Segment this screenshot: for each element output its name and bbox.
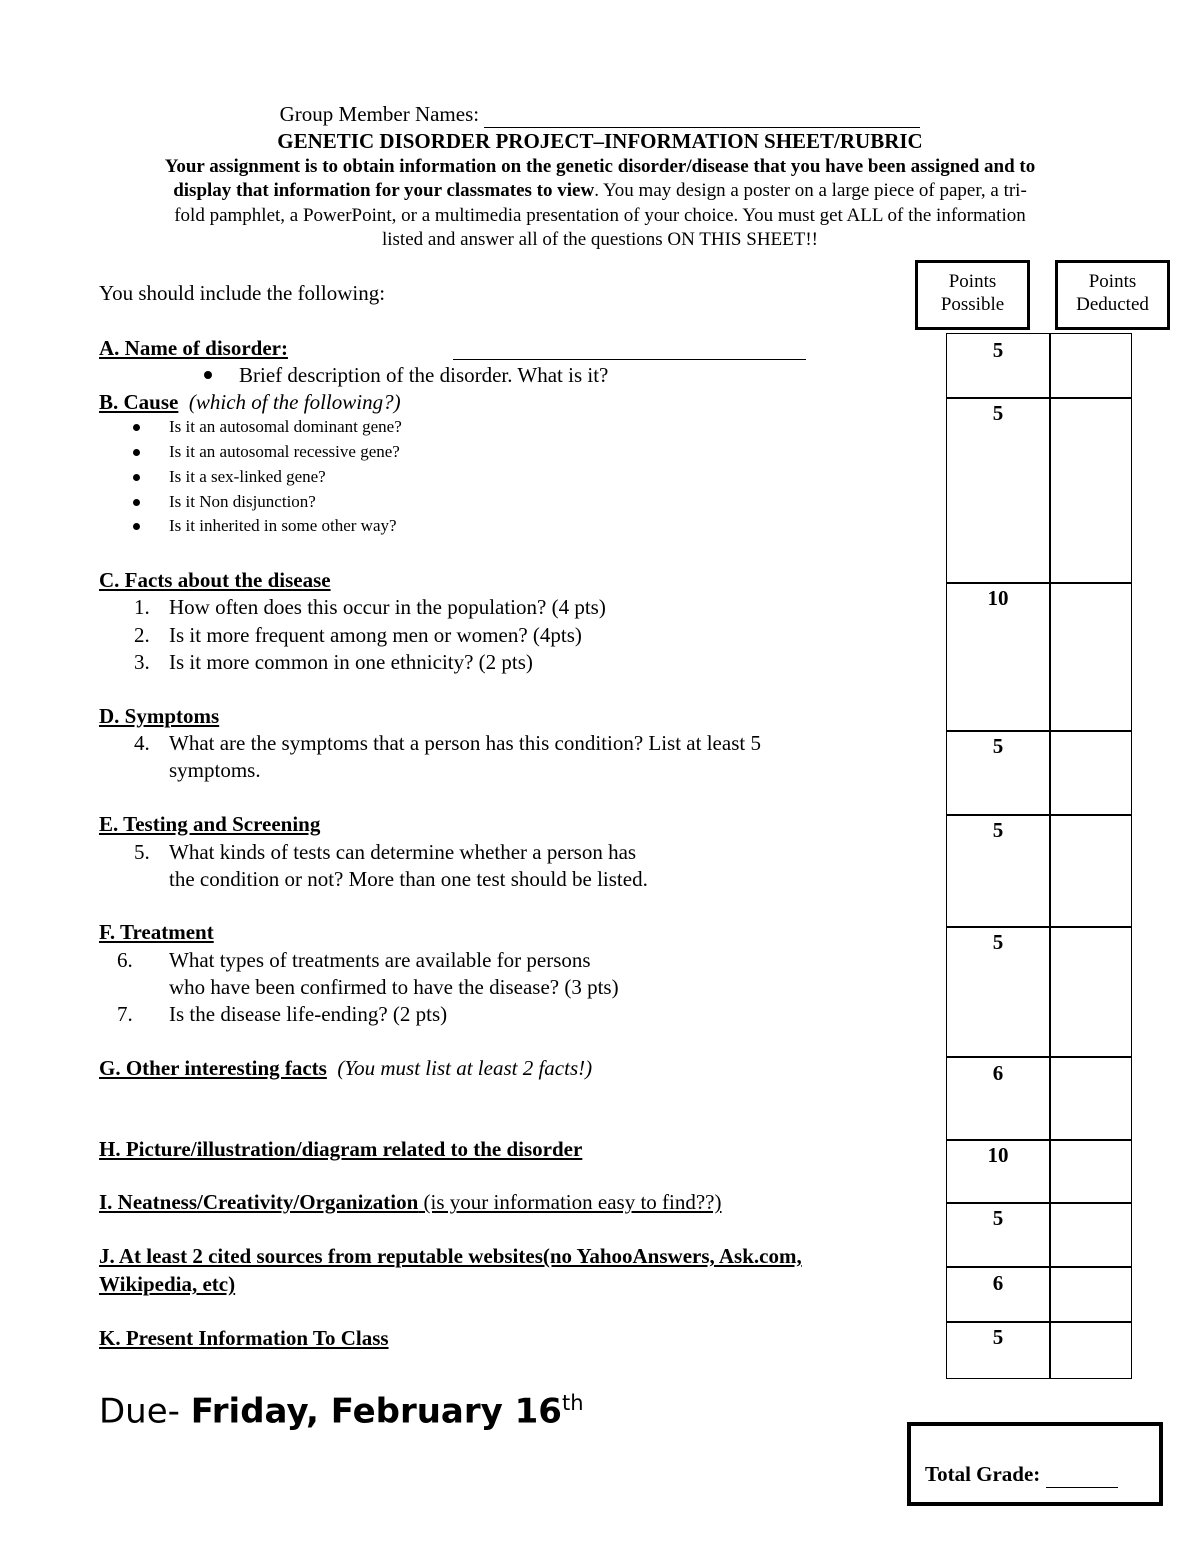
grid-row-divider <box>946 1139 1132 1141</box>
section-e-line-2: the condition or not? More than one test should be listed. <box>169 867 648 891</box>
intro-line-1: Your assignment is to obtain information on the genetic disorder/disease that you have been assigned and to <box>164 156 1036 177</box>
section-b-item-1: Is it an autosomal dominant gene? <box>169 417 402 436</box>
section-d-line-2: symptoms. <box>169 758 261 782</box>
bullet-icon <box>133 449 140 456</box>
grid-row-divider <box>946 1266 1132 1268</box>
section-a-title: A. Name of disorder: <box>99 336 288 360</box>
total-grade-field[interactable] <box>1046 1462 1118 1488</box>
points-possible-line-2: Possible <box>940 294 1005 315</box>
section-j-line-2: Wikipedia, etc) <box>99 1272 236 1296</box>
section-d-line-1: What are the symptoms that a person has this condition? List at least 5 <box>169 731 761 755</box>
bullet-icon <box>133 474 140 481</box>
grid-row-divider <box>946 397 1132 399</box>
section-f-line-2: who have been confirmed to have the disease? (3 pts) <box>169 975 619 999</box>
section-b-note: (which of the following?) <box>188 390 401 414</box>
intro-line-4: listed and answer all of the questions ON THIS SHEET!! <box>381 229 819 250</box>
total-grade-line <box>925 1462 1118 1488</box>
section-c-item-2: Is it more frequent among men or women? (4pts) <box>169 623 582 647</box>
section-i-heading <box>99 1190 722 1215</box>
points-i: 5 <box>992 1206 1004 1230</box>
points-b: 5 <box>992 401 1004 425</box>
grid-row-divider <box>946 1056 1132 1058</box>
total-grade-label: Total Grade: <box>925 1462 1041 1486</box>
bullet-icon <box>133 424 140 431</box>
section-d-num: 4. <box>134 731 150 755</box>
group-names-line <box>100 102 1100 128</box>
section-c-item-3: Is it more common in one ethnicity? (2 pts) <box>169 650 533 674</box>
group-names-label: Group Member Names: <box>279 102 480 126</box>
section-e-title: E. Testing and Screening <box>99 812 321 836</box>
section-c-num-3: 3. <box>134 650 150 674</box>
points-h: 10 <box>987 1143 1009 1167</box>
disorder-name-field[interactable] <box>453 359 806 360</box>
include-text: You should include the following: <box>99 281 386 305</box>
points-a: 5 <box>992 338 1004 362</box>
grid-row-divider <box>946 582 1132 584</box>
intro-line-2 <box>100 180 1100 202</box>
points-e: 5 <box>992 818 1004 842</box>
section-e-line-1: What kinds of tests can determine whether a person has <box>169 840 637 864</box>
section-b-item-5: Is it inherited in some other way? <box>169 516 397 535</box>
due-date <box>99 1391 584 1431</box>
points-j: 6 <box>992 1271 1004 1295</box>
section-j-line-1: J. At least 2 cited sources from reputable websites(no YahooAnswers, Ask.com, <box>99 1244 802 1268</box>
group-names-field[interactable] <box>484 102 920 128</box>
points-deducted-header <box>1055 260 1170 330</box>
grid-row-divider <box>946 814 1132 816</box>
points-c: 10 <box>987 586 1009 610</box>
bullet-icon <box>204 371 212 379</box>
section-b-title: B. Cause <box>99 390 179 414</box>
section-c-title: C. Facts about the disease <box>99 568 331 592</box>
section-f-line-1: What types of treatments are available for persons <box>169 948 591 972</box>
section-a-bullet: Brief description of the disorder. What is it? <box>239 363 609 387</box>
section-g-title: G. Other interesting facts <box>99 1056 327 1080</box>
section-g-heading <box>99 1056 592 1081</box>
section-i-title: I. Neatness/Creativity/Organization <box>99 1190 419 1214</box>
section-c-num-1: 1. <box>134 595 150 619</box>
points-possible-header <box>915 260 1030 330</box>
points-d: 5 <box>992 734 1004 758</box>
total-grade-box <box>907 1422 1163 1506</box>
due-date-suffix: th <box>561 1391 584 1415</box>
section-h-title: H. Picture/illustration/diagram related to the disorder <box>99 1137 583 1161</box>
section-b-item-4: Is it Non disjunction? <box>169 492 316 511</box>
section-e-num: 5. <box>134 840 150 864</box>
due-date-value: Friday, February 16 <box>190 1391 562 1432</box>
page-title: GENETIC DISORDER PROJECT–INFORMATION SHEET/RUBRIC <box>277 129 923 153</box>
intro-line-3: fold pamphlet, a PowerPoint, or a multimedia presentation of your choice. You must get ALL of the information <box>174 205 1026 226</box>
points-k: 5 <box>992 1325 1004 1349</box>
intro-line-2-rest: . You may design a poster on a large piece of paper, a tri- <box>594 180 1027 201</box>
bullet-icon <box>133 523 140 530</box>
section-g-note: (You must list at least 2 facts!) <box>337 1056 593 1080</box>
section-f-title: F. Treatment <box>99 920 214 944</box>
points-deducted-line-2: Deducted <box>1076 294 1149 315</box>
points-possible-line-1: Points <box>948 271 997 292</box>
grid-row-divider <box>946 730 1132 732</box>
grid-row-divider <box>946 1321 1132 1323</box>
section-k-title: K. Present Information To Class <box>99 1326 389 1350</box>
intro-line-2-bold: display that information for your classmates to view <box>173 180 595 201</box>
section-f-num-6: 6. <box>117 948 133 972</box>
due-label: Due- <box>99 1391 180 1432</box>
points-g: 6 <box>992 1061 1004 1085</box>
section-c-item-1: How often does this occur in the population? (4 pts) <box>169 595 606 619</box>
points-deducted-line-1: Points <box>1088 271 1137 292</box>
section-f-line-3: Is the disease life-ending? (2 pts) <box>169 1002 448 1026</box>
grid-column-divider <box>1049 333 1051 1379</box>
bullet-icon <box>133 499 140 506</box>
section-c-num-2: 2. <box>134 623 150 647</box>
points-f: 5 <box>992 930 1004 954</box>
grid-row-divider <box>946 1202 1132 1204</box>
section-f-num-7: 7. <box>117 1002 133 1026</box>
section-b-heading <box>99 390 401 415</box>
section-i-note: (is your information easy to find??) <box>423 1190 722 1214</box>
section-b-item-3: Is it a sex-linked gene? <box>169 467 326 486</box>
grid-row-divider <box>946 926 1132 928</box>
section-b-item-2: Is it an autosomal recessive gene? <box>169 442 400 461</box>
section-d-title: D. Symptoms <box>99 704 220 728</box>
